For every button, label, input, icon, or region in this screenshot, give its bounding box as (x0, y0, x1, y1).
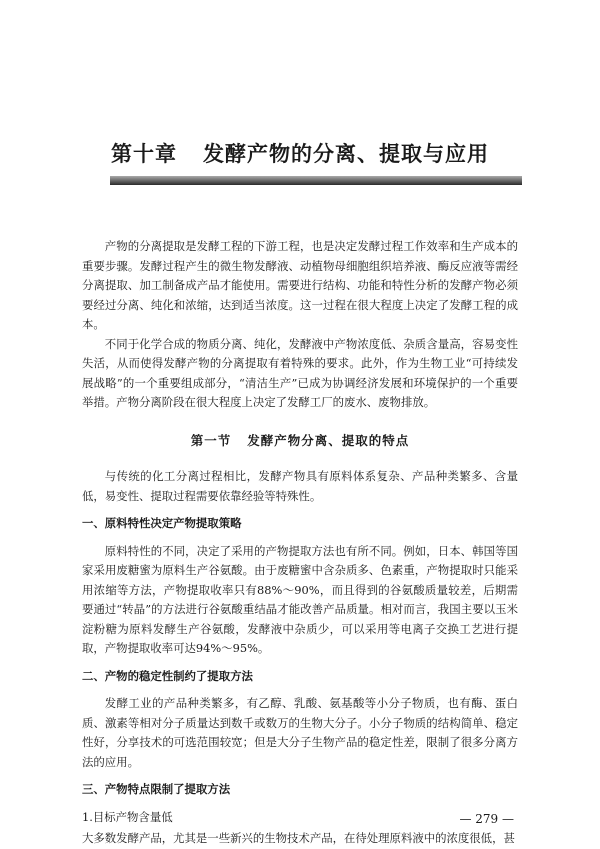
chapter-title (0, 138, 600, 168)
intro-paragraph-2: 不同于化学合成的物质分离、纯化，发酵液中产物浓度低、杂质含量高，容易变性失活，从而使得发酵产物的分离提取有着特殊的要求。此外，作为生物工业“可持续发展战略”的一个重要组成部分，“清洁生产”已成为协调经济发展和环境保护的一个重要举措。产物分离阶段在很大程度上决定了发酵工厂的废水、废物排放。 (82, 336, 518, 409)
chapter-number: 第十章 (111, 142, 177, 166)
page-number: — 279 — (459, 812, 514, 826)
section-number: 第一节 (190, 432, 232, 448)
section-title-text: 发酵产物分离、提取的特点 (247, 432, 410, 448)
page-body (82, 237, 518, 849)
subsection-3-item-1: 1.目标产物含量低 (82, 809, 173, 824)
subsection-2-paragraph: 发酵工业的产品种类繁多，有乙醇、乳酸、氨基酸等小分子物质，也有酶、蛋白质、激素等相对分子质量达到数千或数万的生物大分子。小分子物质的结构简单、稳定性好，分享技术的可选范围较宽；但是大分子生物产品的稳定性差，限制了很多分离方法的应用。 (82, 696, 518, 769)
section-intro-paragraph: 与传统的化工分离过程相比，发酵产物具有原料体系复杂、产品种类繁多、含量低，易变性、提取过程需要依靠经验等特殊性。 (82, 469, 518, 503)
subsection-1-paragraph: 原料特性的不同，决定了采用的产物提取方法也有所不同。例如，日本、韩国等国家采用废糖蜜为原料生产谷氨酸。由于废糖蜜中含杂质多、色素重，产物提取时只能采用浓缩等方法，产物提取收率只有88%～90%，而且得到的谷氨酸质量较差，后期需要通过“转晶”的方法进行谷氨酸重结晶才能改善产品质量。相对而言，我国主要以玉米淀粉糖为原料发酵生产谷氨酸，发酵液中杂质少，可以采用等电离子交换工艺进行提取，产物提取收率可达94%～95%。 (82, 543, 518, 655)
title-underline-rule (110, 176, 522, 185)
subsection-3-paragraph: 大多数发酵产品，尤其是一些新兴的生物技术产品，在待处理原料液中的浓度很低，甚 (82, 831, 515, 845)
intro-paragraph-1: 产物的分离提取是发酵工程的下游工程，也是决定发酵过程工作效率和生产成本的重要步骤。发酵过程产生的微生物发酵液、动植物母细胞组织培养液、酶反应液等需经分离提取、加工制备成产品才能使用。需要进行结构、功能和特性分析的发酵产物必须要经过分离、纯化和浓缩，达到适当浓度。这一过程在很大程度上决定了发酵工程的成本。 (82, 239, 518, 331)
section-title (82, 431, 518, 451)
subsection-heading-2: 二、产物的稳定性制约了提取方法 (82, 668, 253, 683)
subsection-heading-1: 一、原料特性决定产物提取策略 (82, 516, 242, 530)
chapter-title-text: 发酵产物的分离、提取与应用 (203, 142, 489, 166)
subsection-heading-3: 三、产物特点限制了提取方法 (82, 782, 231, 796)
